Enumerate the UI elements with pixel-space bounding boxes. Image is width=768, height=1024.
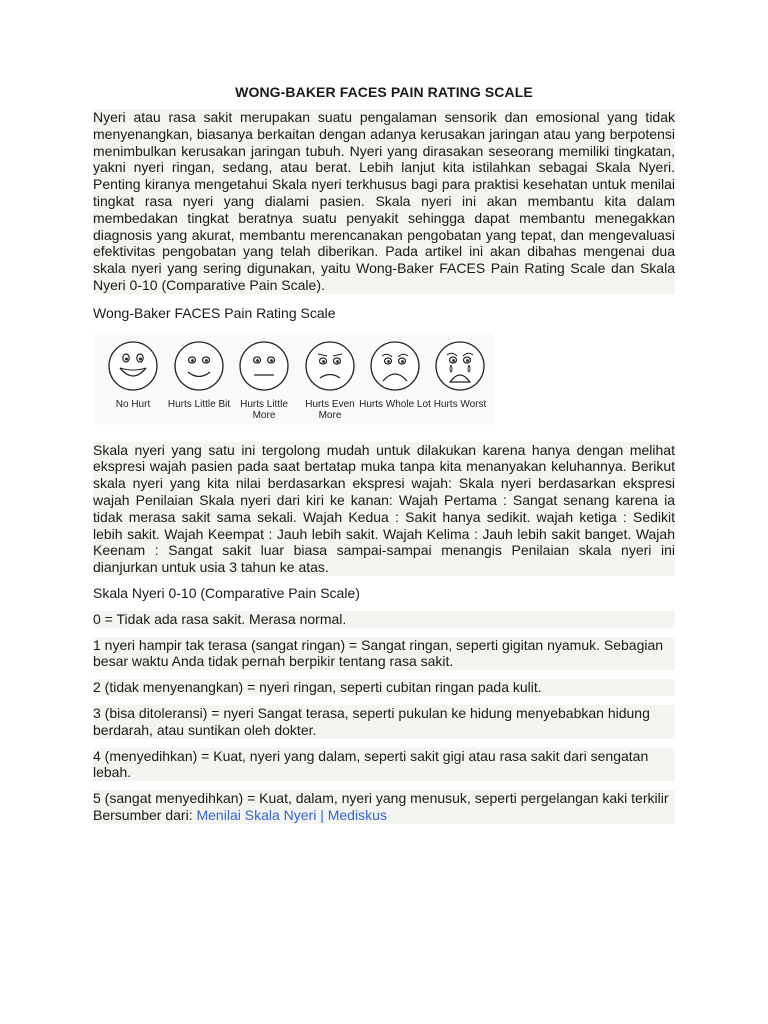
face-sad-icon <box>369 339 421 393</box>
scale-item-5: 5 (sangat menyedihkan) = Kuat, dalam, nyeri yang menusuk, seperti pergelangan kaki terkilir <box>93 790 675 807</box>
document-page <box>93 84 675 824</box>
scale-item-3: 3 (bisa ditoleransi) = nyeri Sangat terasa, seperti pukulan ke hidung menyebabkan hidung berdarah, atau suntikan oleh dokter. <box>93 705 675 739</box>
face-label: Hurts Whole Lot <box>359 398 431 410</box>
scale-item-4: 4 (menyedihkan) = Kuat, nyeri yang dalam, seperti sakit gigi atau rasa sakit dari sengatan lebah. <box>93 748 675 782</box>
face-label: Hurts Worst <box>433 398 487 410</box>
source-prefix: Bersumber dari: <box>93 806 197 823</box>
face-item <box>300 339 360 425</box>
faces-heading: Wong-Baker FACES Pain Rating Scale <box>93 304 336 321</box>
face-item <box>103 339 163 425</box>
scale-heading: Skala Nyeri 0-10 (Comparative Pain Scale) <box>93 584 360 601</box>
faces-scale-image <box>95 333 493 425</box>
scale-item-1: 1 nyeri hampir tak terasa (sangat ringan) = Sangat ringan, seperti gigitan nyamuk. Sebagian besar waktu Anda tidak pernah berpikir tentang rasa sakit. <box>93 637 675 671</box>
face-label: Hurts Even More <box>305 398 355 422</box>
face-item <box>430 339 490 425</box>
face-label: No Hurt <box>115 398 151 410</box>
source-line <box>93 807 675 824</box>
face-item <box>169 339 229 425</box>
scale-item-2: 2 (tidak menyenangkan) = nyeri ringan, seperti cubitan ringan pada kulit. <box>93 679 675 696</box>
face-smile-icon <box>173 339 225 393</box>
faces-description: Skala nyeri yang satu ini tergolong mudah untuk dilakukan karena hanya dengan melihat ekspresi wajah pasien pada saat bertatap muka tanpa kita menanyakan keluhannya. Berikut skala nyeri yang kita nilai berdasarkan ekspresi wajah: Skala nyeri berdasarkan ekspresi wajah Penilaian Skala nyeri dari kiri ke kanan: Wajah Pertama : Sangat senang karena ia tidak merasa sakit sama sekali. Wajah Kedua : Sakit hanya sedikit. wajah ketiga : Sedikit lebih sakit. Wajah Keempat : Jauh lebih sakit. Wajah Kelima : Jauh lebih sakit banget. Wajah Keenam : Sangat sakit luar biasa sampai-sampai menangis Penilaian skala nyeri ini dianjurkan untuk usia 3 tahun ke atas. <box>93 441 675 576</box>
face-crying-icon <box>434 339 486 393</box>
face-item <box>234 339 294 425</box>
face-neutral-icon <box>238 339 290 393</box>
face-label: Hurts Little More <box>240 398 288 422</box>
page-title: WONG-BAKER FACES PAIN RATING SCALE <box>235 84 533 100</box>
source-link[interactable]: Menilai Skala Nyeri | Mediskus <box>196 806 387 823</box>
face-smile-big-icon <box>107 339 159 393</box>
face-item <box>359 339 431 425</box>
face-frown-icon <box>304 339 356 393</box>
scale-item-0: 0 = Tidak ada rasa sakit. Merasa normal. <box>93 611 675 628</box>
face-label: Hurts Little Bit <box>167 398 231 410</box>
intro-paragraph: Nyeri atau rasa sakit merupakan suatu pengalaman sensorik dan emosional yang tidak menyenangkan, biasanya berkaitan dengan adanya kerusakan jaringan atau yang berpotensi menimbulkan kerusakan jaringan tubuh. Nyeri yang dirasakan seseorang memiliki tingkatan, yakni nyeri ringan, sedang, atau berat. Lebih lanjut kita istilahkan sebagai Skala Nyeri. Penting kiranya mengetahui Skala nyeri terkhusus bagi para praktisi kesehatan untuk menilai tingkat rasa nyeri yang dialami pasien. Skala nyeri ini akan membantu kita dalam membedakan tingkat beratnya suatu penyakit sehingga dapat membantu menegakkan diagnosis yang akurat, membantu merencanakan pengobatan yang tepat, dan mengevaluasi efektivitas pengobatan yang telah diberikan. Pada artikel ini akan dibahas mengenai dua skala nyeri yang sering digunakan, yaitu Wong-Baker FACES Pain Rating Scale dan Skala Nyeri 0-10 (Comparative Pain Scale). <box>93 109 675 293</box>
